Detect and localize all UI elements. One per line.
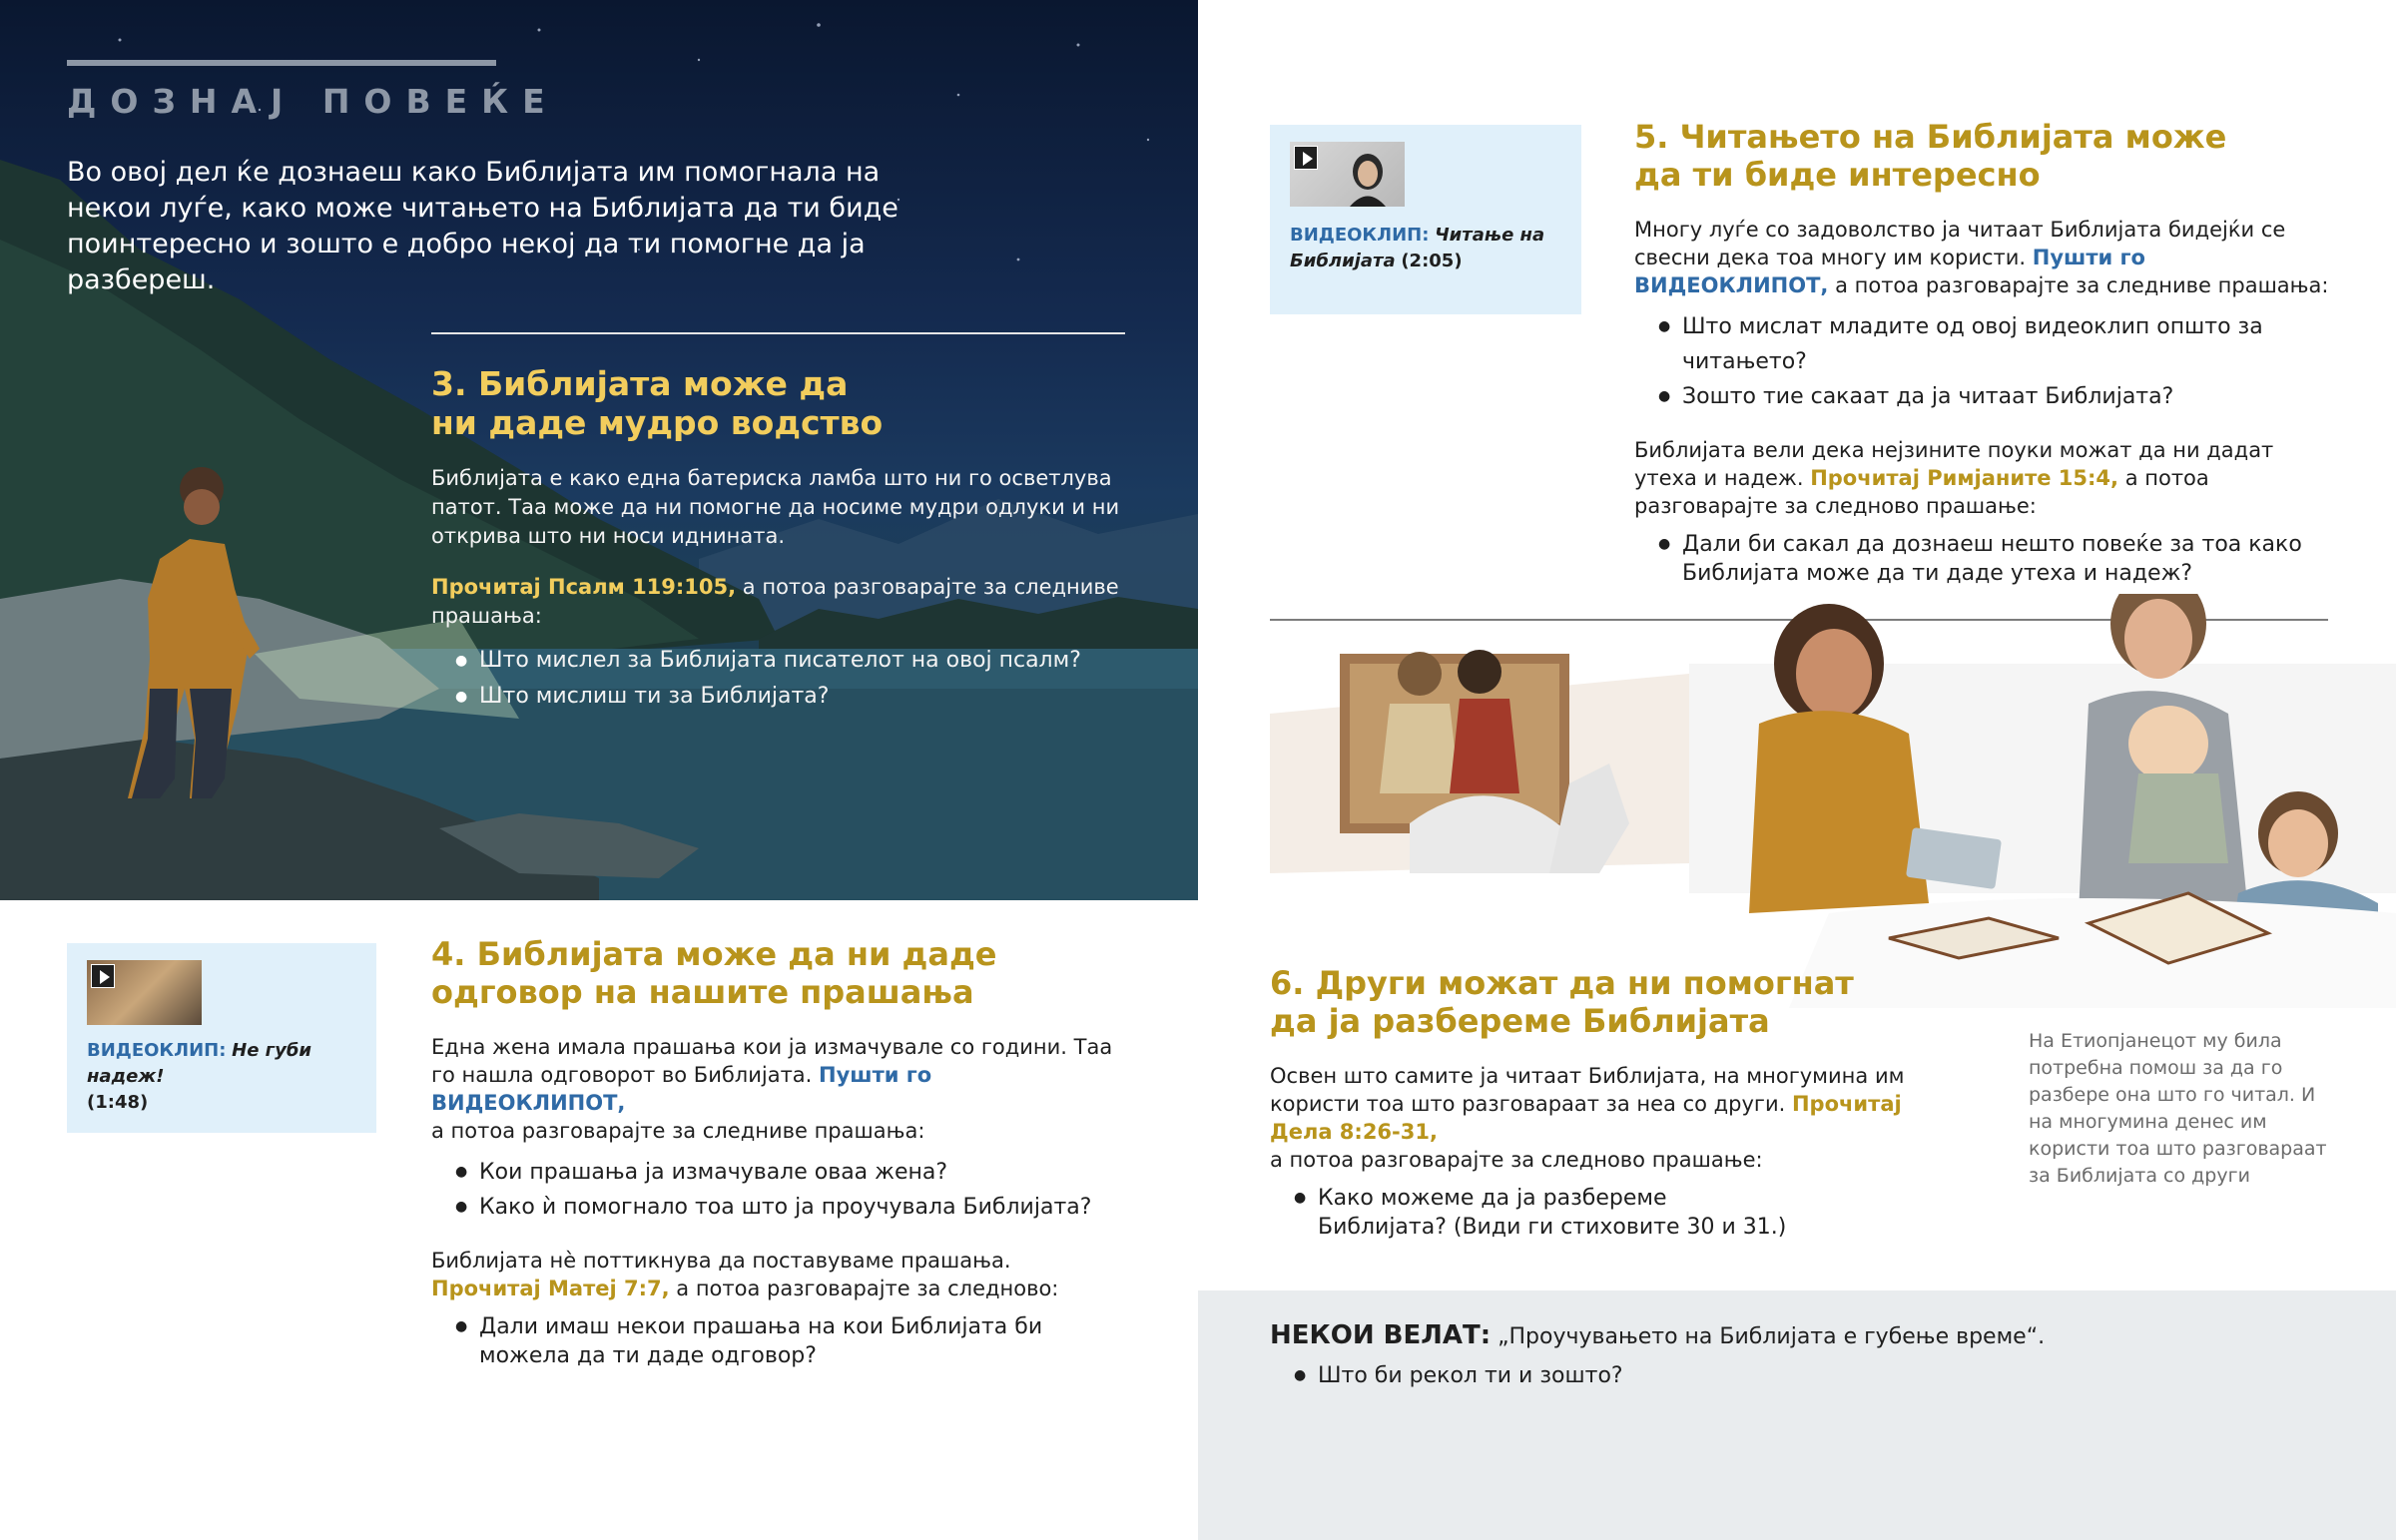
- section-3: [431, 332, 1125, 715]
- video-label: ВИДЕОКЛИП:: [1290, 225, 1430, 246]
- video-caption: [87, 1038, 371, 1116]
- question-item: ● Кои прашања ја измачувале оваа жена?: [455, 1155, 1130, 1190]
- section-4-body-2: [431, 1247, 1130, 1302]
- section-5-title-line1: 5. Читањето на Библијата може: [1634, 118, 2227, 156]
- question-item: ● Што би рекол ти и зошто?: [1294, 1358, 1623, 1393]
- section-3-rule: [431, 332, 1125, 334]
- scripture-ref-matthew[interactable]: Прочитај Матеј 7:7,: [431, 1277, 670, 1300]
- section-3-title-line1: 3. Библијата може да: [431, 364, 849, 403]
- question-item: ● Како можеме да ја разбереме Библијата? (Види ги стиховите 30 и 31.): [1294, 1184, 1789, 1242]
- section-5-body-2: [1634, 436, 2333, 520]
- section-6-body: [1270, 1062, 1959, 1174]
- section-4-title-line1: 4. Библијата може да ни даде: [431, 935, 997, 973]
- section-3-title: [431, 364, 1125, 442]
- section-5-body-text: Многу луѓе со задоволство ја читаат Библијата бидејќи се свесни дека тоа многу им користи.: [1634, 218, 2286, 269]
- section-5-body: [1634, 216, 2333, 299]
- study-illustration: [1270, 594, 2396, 1008]
- section-6-title: [1270, 964, 1969, 1040]
- question-item: ● Дали имаш некои прашања на кои Библијата би можела да ти даде одговор?: [455, 1312, 1110, 1370]
- section-5-title: [1634, 118, 2333, 194]
- section-4-title: [431, 935, 1130, 1011]
- section-5-questions-2: [1634, 530, 2313, 588]
- some-say-box: [1198, 1290, 2396, 1540]
- section-4-questions: [431, 1155, 1130, 1225]
- video-caption: [1290, 223, 1569, 274]
- section-5-body-2-text: Библијата вели дека нејзините поуки можат да ни дадат утеха и надеж.: [1634, 438, 2274, 490]
- some-say-quote: „Проучувањето на Библијата е губење време“.: [1491, 1324, 2046, 1349]
- question-item: ● Зошто тие сакаат да ја читаат Библијата?: [1658, 379, 2333, 414]
- section-3-title-line2: ни даде мудро водство: [431, 403, 884, 442]
- section-4: [431, 935, 1130, 1370]
- video-duration: (1:48): [87, 1092, 149, 1113]
- play-icon[interactable]: [91, 964, 115, 988]
- video-title: Не губи надеж!: [87, 1040, 311, 1087]
- question-item: ● Што мислел за Библијата писателот на овој псалм?: [455, 643, 1125, 679]
- question-item: ● Како ѝ помогнало тоа што ја проучувала Библијата?: [455, 1190, 1130, 1225]
- section-4-body-text: Една жена имала прашања кои ја измачувале со години. Таа го нашла одговорот во Библијата.: [431, 1035, 1113, 1087]
- question-item: ● Дали би сакал да дознаеш нешто повеќе за тоа како Библијата може да ти даде утеха и надеж?: [1658, 530, 2313, 588]
- section-4-body: [431, 1033, 1130, 1145]
- some-say-lead: НЕКОИ ВЕЛАТ:: [1270, 1320, 1492, 1350]
- section-4-title-line2: одговор на нашите прашања: [431, 973, 974, 1011]
- section-4-questions-2: [431, 1312, 1110, 1370]
- section-4-body-2-text: Библијата нè поттикнува да поставуваме прашања.: [431, 1249, 1011, 1273]
- video-thumbnail[interactable]: [1290, 142, 1405, 207]
- section-3-questions: [431, 643, 1125, 715]
- play-icon[interactable]: [1294, 146, 1318, 170]
- section-6-body-text: Освен што самите ја читаат Библијата, на многумина им користи тоа што разговараат за неа со други.: [1270, 1064, 1905, 1116]
- section-4-body-tail: а потоа разговарајте за следниве прашања:: [431, 1119, 925, 1143]
- section-3-instruction: [431, 573, 1125, 631]
- question-item: ● Што мислат младите од овој видеоклип општо за читањето?: [1658, 309, 2333, 379]
- intro-text: Во овој дел ќе дознаеш како Библијата им помогнала на некои луѓе, како може читањето на Библијата да ти биде поинтересно и зошто е добро некој да ти помогне да ја разбереш.: [67, 157, 898, 295]
- scripture-ref-acts[interactable]: Прочитај Дела 8:26-31,: [1270, 1092, 1902, 1144]
- section-5-title-line2: да ти биде интересно: [1634, 156, 2041, 194]
- section-5-body-tail: а потоа разговарајте за следниве прашања:: [1828, 273, 2329, 297]
- section-6-title-line2: да ја разбереме Библијата: [1270, 1002, 1770, 1040]
- play-video-link[interactable]: Пушти го ВИДЕОКЛИПОТ,: [1634, 246, 2145, 297]
- video-duration: (2:05): [1401, 251, 1463, 271]
- play-video-link[interactable]: Пушти го ВИДЕОКЛИПОТ,: [431, 1063, 932, 1115]
- section-5: [1634, 118, 2333, 588]
- some-say-line: [1270, 1320, 2045, 1350]
- video-label: ВИДЕОКЛИП:: [87, 1040, 227, 1061]
- scripture-ref-psalm[interactable]: Прочитај Псалм 119:105,: [431, 575, 737, 599]
- illustration-caption: На Етиопјанецот му била потребна помош за да го разбере она што го читал. И на многумина денес им користи тоа што разговараат за Библијата со други: [2029, 1030, 2327, 1187]
- section-5-ref-tail: а потоа разговарајте за следново прашање:: [1634, 466, 2209, 518]
- video-box-section-5[interactable]: [1270, 125, 1581, 314]
- video-title: Читање на Библијата: [1290, 225, 1545, 271]
- section-5-questions: [1634, 309, 2333, 414]
- video-box-section-4[interactable]: [67, 943, 376, 1133]
- section-6-ref-tail: а потоа разговарајте за следново прашање:: [1270, 1148, 1763, 1172]
- video-thumbnail[interactable]: [87, 960, 202, 1025]
- kicker-bar: [67, 60, 496, 66]
- section-4-ref-tail: а потоа разговарајте за следново:: [669, 1277, 1059, 1300]
- section-6-title-line1: 6. Други можат да ни помогнат: [1270, 964, 1854, 1002]
- some-say-questions: [1270, 1358, 1623, 1393]
- section-3-instruction-tail: а потоа разговарајте за следниве прашања:: [431, 575, 1119, 628]
- section-6: [1270, 964, 1969, 1242]
- section-6-questions: [1270, 1184, 1789, 1242]
- kicker: ДОЗНАЈ ПОВЕЌЕ: [67, 82, 559, 121]
- question-item: ● Што мислиш ти за Библијата?: [455, 679, 1125, 715]
- right-page: [1198, 0, 2396, 1540]
- section-3-body: Библијата е како една батериска ламба што ни го осветлува патот. Таа може да ни помогне да носиме мудри одлуки и ни открива што ни носи иднината.: [431, 466, 1120, 548]
- scripture-ref-romans[interactable]: Прочитај Римјаните 15:4,: [1810, 466, 2119, 490]
